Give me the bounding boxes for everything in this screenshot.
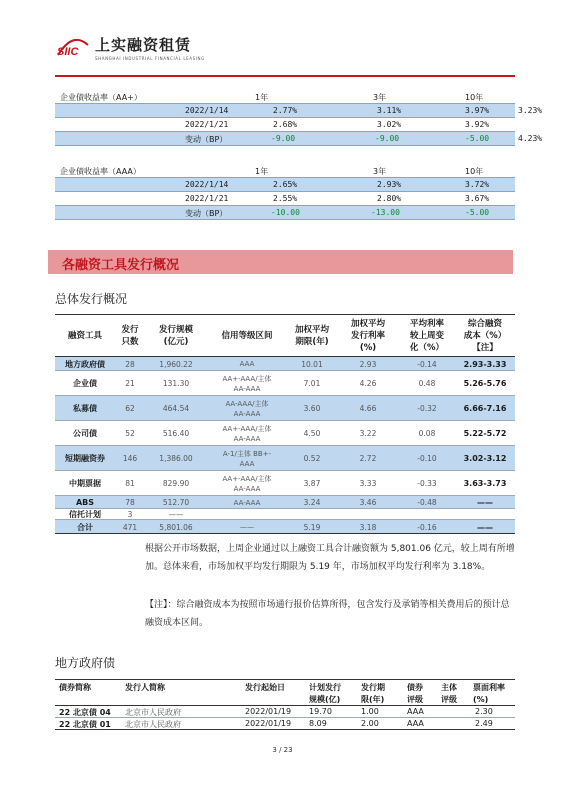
- cell-tool: 中期票据: [69, 479, 101, 488]
- value-3y: 2.80%: [377, 194, 402, 203]
- cell-rating: AA+-AAA/主体 AA-AAA: [222, 374, 272, 393]
- cell-tool: 合计: [77, 522, 93, 532]
- col-10y: 10年: [465, 167, 484, 176]
- yield-table-header-row: [55, 164, 515, 178]
- cell-rate: 4.66: [359, 404, 377, 413]
- table-row: [55, 509, 515, 520]
- cell-rating: AA+-AAA/主体 AA-AAA: [222, 474, 272, 493]
- logo-chinese-name: 上实融资租赁: [95, 36, 192, 54]
- summary-paragraph: 根据公开市场数据，上周企业通过以上融资工具合计融资额为 5,801.06 亿元，较上周有所增加。总体来看，市场加权平均发行期限为 5.19 年，市场加权平均发行利率为 3.18%。: [145, 544, 515, 572]
- col-3y: 3年: [373, 93, 387, 102]
- page-number: 3 / 23: [272, 746, 293, 754]
- cell-count: 471: [122, 522, 138, 532]
- local-gov-bond-table: [55, 679, 515, 730]
- cell-term: 0.52: [303, 454, 321, 463]
- value-1y: 2.65%: [273, 180, 298, 189]
- scale-value: 19.70: [309, 707, 332, 716]
- cell-term: 3.60: [303, 404, 321, 413]
- note-paragraph: 【注】：综合融资成本为按照市场通行报价估算所得，包含发行及承销等相关费用后的预计总融资成本区间。: [145, 600, 510, 628]
- cell-term: 10.01: [301, 359, 323, 369]
- bond-rating: AAA: [407, 719, 424, 728]
- side-value: 3.23%: [518, 106, 543, 115]
- yield-row: [55, 178, 515, 192]
- table-row: [55, 446, 515, 471]
- cell-tool: 企业债: [73, 379, 97, 388]
- cell-rate: 3.46: [359, 498, 377, 507]
- cell-scale: 131.30: [162, 379, 190, 388]
- change-label: 变动（BP）: [185, 135, 228, 144]
- overview-subtitle: 总体发行概况: [55, 292, 128, 306]
- logo-english-name: SHANGHAI INDUSTRIAL FINANCIAL LEASING: [95, 56, 205, 61]
- rate-value: 2.49: [475, 719, 493, 728]
- cell-rating: AAA: [239, 360, 255, 368]
- local-gov-subtitle: 地方政府债: [55, 656, 116, 670]
- header-bond-rating: 债券 评级: [407, 683, 423, 704]
- table-row: [55, 496, 515, 509]
- term-value: 1.00: [361, 707, 379, 716]
- cell-count: 81: [125, 479, 135, 488]
- header-name: 债券简称: [59, 683, 91, 692]
- table-row: [55, 706, 515, 718]
- yield-table-aaa: [55, 164, 515, 220]
- bond-name: 22 北京债 04: [59, 708, 111, 717]
- cell-cost: 2.93-3.33: [463, 359, 507, 369]
- yield-table-aa-plus: [55, 90, 515, 146]
- value-3y: 3.11%: [377, 106, 402, 115]
- issuer-name: 北京市人民政府: [125, 720, 181, 729]
- col-3y: 3年: [373, 167, 387, 176]
- change-1y: -10.00: [271, 208, 300, 217]
- cell-tool: 公司债: [73, 429, 97, 438]
- cell-scale: 829.90: [162, 479, 190, 488]
- cell-cost: 3.02-3.12: [463, 454, 507, 463]
- value-10y: 3.72%: [465, 180, 490, 189]
- change-3y: -9.00: [375, 134, 400, 143]
- cell-tool: 信托计划: [69, 510, 101, 519]
- cell-rating: AA-AAA: [233, 498, 261, 507]
- cell-tool: 私募债: [73, 404, 97, 413]
- value-1y: 2.77%: [273, 106, 298, 115]
- yield-change-row: [55, 206, 515, 220]
- cell-tool: 短期融资券: [65, 454, 105, 463]
- table-row: [55, 396, 515, 421]
- bond-name: 22 北京债 01: [59, 720, 111, 729]
- scale-value: 8.09: [309, 719, 327, 728]
- cell-rating: AA+-AAA/主体 AA-AAA: [222, 424, 272, 443]
- table-row: [55, 357, 515, 371]
- issuance-overview-table: [55, 314, 515, 534]
- yield-table-title: 企业债收益率（AAA）: [60, 167, 141, 176]
- table-row: [55, 471, 515, 496]
- change-10y: -5.00: [465, 208, 490, 217]
- header-scale: 发行规模 (亿元): [158, 325, 193, 347]
- cell-count: 28: [125, 359, 135, 369]
- header-cost: 综合融资 成本（%） 【注】: [463, 319, 507, 353]
- cell-cost: 5.26-5.76: [463, 379, 507, 388]
- cell-rate: [337, 509, 399, 520]
- cell-scale: 516.40: [162, 429, 190, 438]
- cell-rate: 3.18: [359, 522, 377, 532]
- cell-change: -0.48: [417, 498, 437, 507]
- page-header: [55, 34, 515, 74]
- cell-count: 52: [125, 429, 135, 438]
- header-rate: 加权平均 发行利率 (%): [350, 319, 385, 353]
- row-date: 2022/1/21: [185, 194, 229, 203]
- section-title: 各融资工具发行概况: [62, 258, 180, 273]
- cell-change: -0.32: [417, 404, 437, 413]
- cell-cost: [455, 509, 515, 520]
- header-rating: 信用等级区间: [221, 331, 273, 341]
- header-count: 发行 只数: [121, 325, 139, 347]
- cell-scale: 464.54: [162, 404, 190, 413]
- cell-change: -0.10: [417, 454, 437, 463]
- section-banner: [48, 250, 513, 274]
- table-header-row: [55, 680, 515, 706]
- row-date: 2022/1/21: [185, 120, 229, 129]
- cell-rate: 2.93: [359, 359, 377, 369]
- header-issuer: 发行人简称: [125, 683, 165, 692]
- cell-term: 3.24: [303, 498, 321, 507]
- cell-cost: 5.22-5.72: [463, 429, 507, 438]
- change-1y: -9.00: [271, 134, 296, 143]
- start-date: 2022/01/19: [245, 719, 292, 728]
- table-row: [55, 520, 515, 534]
- yield-table-title: 企业债收益率（AA+）: [60, 93, 142, 102]
- table-row: [55, 718, 515, 730]
- cell-scale: 1,386.00: [159, 454, 193, 463]
- header-start: 发行起始日: [245, 683, 285, 692]
- change-label: 变动（BP）: [185, 209, 228, 218]
- table-header-row: [55, 315, 515, 357]
- header-tool: 融资工具: [67, 331, 102, 341]
- cell-count: 78: [125, 498, 135, 507]
- cell-change: [399, 509, 455, 520]
- yield-row: [55, 192, 515, 206]
- cell-rate: 2.72: [359, 454, 377, 463]
- value-3y: 2.93%: [377, 180, 402, 189]
- cell-term: [287, 509, 337, 520]
- change-10y: -5.00: [465, 134, 490, 143]
- cell-rate: 3.22: [359, 429, 377, 438]
- cell-cost: ——: [477, 522, 493, 532]
- yield-table-header-row: [55, 90, 515, 104]
- cell-rating: A-1/主体 BB+- AAA: [222, 449, 272, 468]
- company-logo: [55, 34, 205, 61]
- cell-rating: ——: [240, 523, 254, 531]
- cell-term: 4.50: [303, 429, 321, 438]
- svg-text:SIIC: SIIC: [57, 45, 79, 58]
- value-10y: 3.67%: [465, 194, 490, 203]
- value-1y: 2.55%: [273, 194, 298, 203]
- change-3y: -13.00: [371, 208, 400, 217]
- header-rate: 票面利率 (%): [473, 683, 505, 704]
- start-date: 2022/01/19: [245, 707, 292, 716]
- col-10y: 10年: [465, 93, 484, 102]
- cell-rate: 3.33: [359, 479, 377, 488]
- yield-row: [55, 104, 515, 118]
- table-row: [55, 421, 515, 446]
- yield-change-row: [55, 132, 515, 146]
- value-10y: 3.92%: [465, 120, 490, 129]
- cell-tool: 地方政府债: [65, 359, 105, 369]
- cell-change: -0.16: [417, 522, 437, 532]
- cell-cost: 6.66-7.16: [463, 404, 507, 413]
- cell-count: 21: [125, 379, 135, 388]
- cell-scale: 5,801.06: [159, 522, 193, 532]
- yield-row: [55, 118, 515, 132]
- cell-count: 3: [127, 510, 133, 519]
- header-change: 平均利率 较上周变 化（%）: [409, 319, 445, 353]
- col-1y: 1年: [255, 167, 269, 176]
- cell-change: 0.48: [418, 379, 436, 388]
- term-value: 2.00: [361, 719, 379, 728]
- header-scale: 计划发行 规模(亿): [309, 683, 341, 704]
- cell-cost: 3.63-3.73: [463, 479, 507, 488]
- cell-rating: [207, 509, 287, 520]
- siic-logo-icon: [55, 35, 91, 61]
- header-term: 发行期 限(年): [361, 683, 385, 704]
- cell-rate: 4.26: [359, 379, 377, 388]
- col-1y: 1年: [255, 93, 269, 102]
- cell-cost: ——: [477, 498, 493, 507]
- value-3y: 3.02%: [377, 120, 402, 129]
- bond-rating: AAA: [407, 707, 424, 716]
- cell-term: 5.19: [303, 522, 321, 532]
- side-value: 4.23%: [518, 134, 543, 143]
- cell-term: 7.01: [303, 379, 321, 388]
- value-10y: 3.97%: [465, 106, 490, 115]
- issuer-name: 北京市人民政府: [125, 708, 181, 717]
- cell-change: -0.33: [417, 479, 437, 488]
- cell-scale: 1,960.22: [159, 359, 193, 369]
- header-divider: [55, 75, 515, 77]
- value-1y: 2.68%: [273, 120, 298, 129]
- cell-change: 0.08: [418, 429, 436, 438]
- row-date: 2022/1/14: [185, 106, 229, 115]
- cell-tool: ABS: [75, 498, 95, 507]
- header-term: 加权平均 期限(年): [294, 325, 329, 347]
- cell-term: 3.87: [303, 479, 321, 488]
- header-issuer-rating: 主体 评级: [441, 683, 457, 704]
- row-date: 2022/1/14: [185, 180, 229, 189]
- table-row: [55, 371, 515, 396]
- cell-rating: AA-AAA/主体 AA-AAA: [225, 399, 269, 418]
- cell-count: 62: [125, 404, 135, 413]
- cell-scale: 512.70: [162, 498, 190, 507]
- rate-value: 2.30: [475, 707, 493, 716]
- cell-change: -0.14: [417, 359, 437, 369]
- cell-scale: ——: [168, 510, 184, 519]
- cell-count: 146: [122, 454, 138, 463]
